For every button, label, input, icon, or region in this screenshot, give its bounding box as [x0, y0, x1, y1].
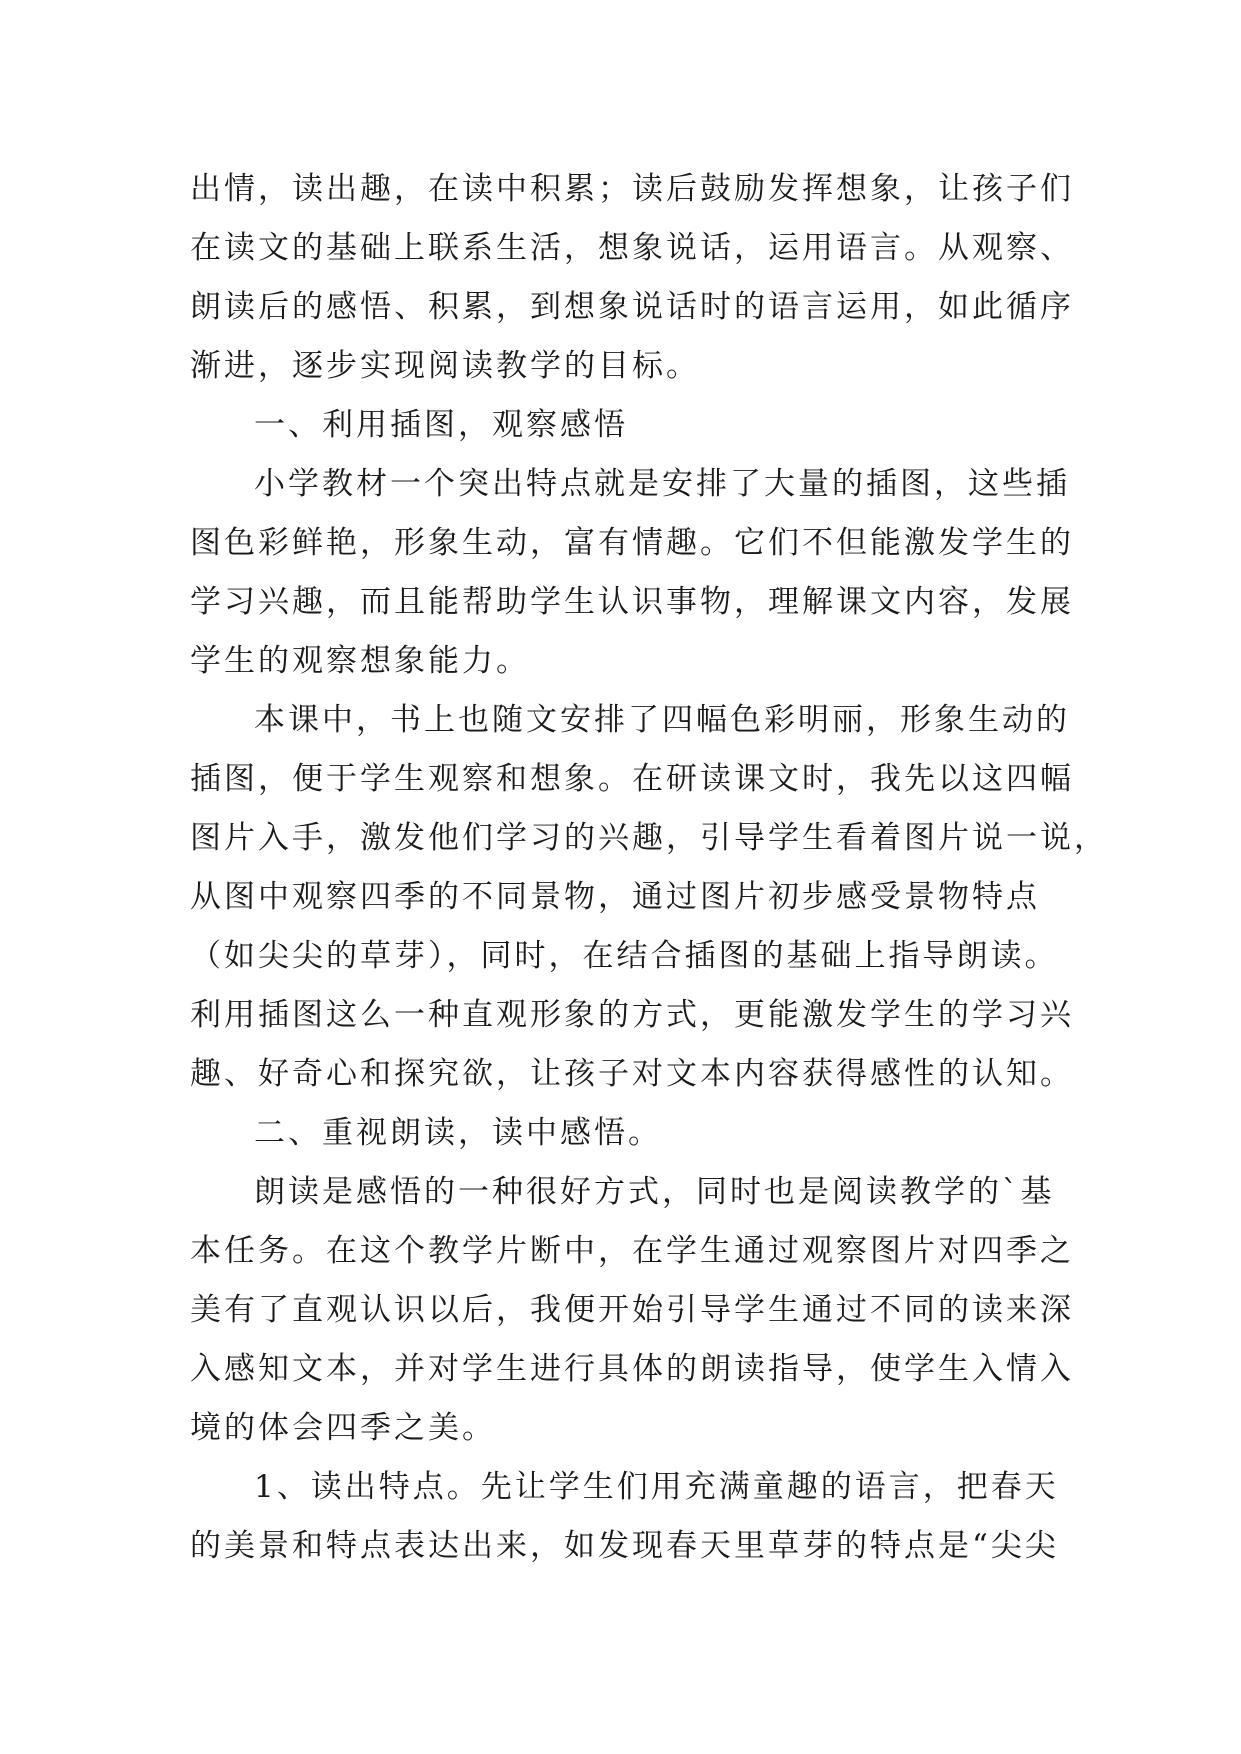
text-line: 的美景和特点表达出来，如发现春天里草芽的特点是“尖尖 — [190, 1528, 1059, 1564]
text-line: 本任务。在这个教学片断中，在学生通过观察图片对四季之 — [190, 1233, 1074, 1269]
text-line: 小学教材一个突出特点就是安排了大量的插图，这些插 — [254, 466, 1070, 502]
text-line: 美有了直观认识以后，我便开始引导学生通过不同的读来深 — [190, 1292, 1074, 1328]
text-line: 趣、好奇心和探究欲，让孩子对文本内容获得感性的认知。 — [190, 1056, 1074, 1092]
text-line: 从图中观察四季的不同景物，通过图片初步感受景物特点 — [190, 879, 1040, 915]
text-line: 境的体会四季之美。 — [190, 1410, 496, 1446]
text-line: 本课中，书上也随文安排了四幅色彩明丽，形象生动的 — [254, 702, 1070, 738]
text-line: 1、读出特点。先让学生们用充满童趣的语言，把春天 — [254, 1469, 1059, 1505]
text-line: 利用插图这么一种直观形象的方式，更能激发学生的学习兴 — [190, 997, 1074, 1033]
text-line: 学习兴趣，而且能帮助学生认识事物，理解课文内容，发展 — [190, 584, 1074, 620]
text-line: 图片入手，激发他们学习的兴趣，引导学生看着图片说一说， — [190, 820, 1108, 856]
text-line: 入感知文本，并对学生进行具体的朗读指导，使学生入情入 — [190, 1351, 1074, 1387]
section-heading: 一、利用插图，观察感悟 — [254, 407, 628, 443]
text-line: 出情，读出趣，在读中积累；读后鼓励发挥想象，让孩子们 — [190, 171, 1074, 207]
text-line: 插图，便于学生观察和想象。在研读课文时，我先以这四幅 — [190, 761, 1074, 797]
text-line: 朗读是感悟的一种很好方式，同时也是阅读教学的`基 — [254, 1174, 1055, 1210]
text-line: 朗读后的感悟、积累，到想象说话时的语言运用，如此循序 — [190, 289, 1074, 325]
text-line: （如尖尖的草芽），同时，在结合插图的基础上指导朗读。 — [190, 938, 1059, 974]
text-line: 图色彩鲜艳，形象生动，富有情趣。它们不但能激发学生的 — [190, 525, 1074, 561]
section-heading: 二、重视朗读，读中感悟。 — [254, 1115, 662, 1151]
body-text — [190, 160, 1108, 1576]
text-line: 渐进，逐步实现阅读教学的目标。 — [190, 348, 700, 384]
text-line: 在读文的基础上联系生活，想象说话，运用语言。从观察、 — [190, 230, 1074, 266]
text-line: 学生的观察想象能力。 — [190, 643, 530, 679]
